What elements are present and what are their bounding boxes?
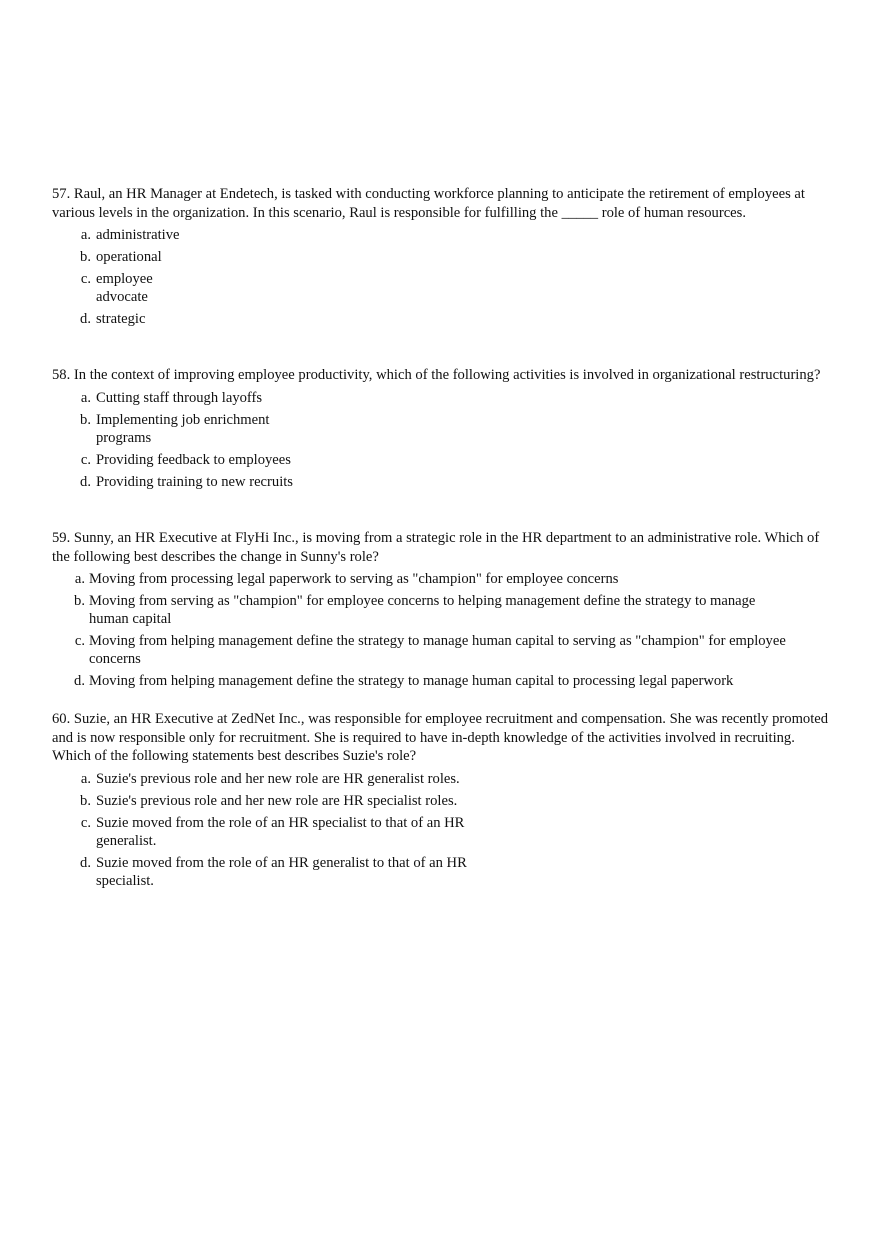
option-letter: c.: [74, 633, 85, 649]
option-b: [52, 248, 830, 266]
option-b: [52, 411, 830, 447]
option-list: [52, 770, 830, 890]
option-b: [52, 592, 830, 628]
question-stem: 58. In the context of improving employee productivity, which of the following activities is involved in organizational restructuring?: [52, 367, 821, 383]
option-letter: a.: [80, 389, 91, 406]
option-text: Providing feedback to employees: [96, 451, 291, 468]
option-letter: b.: [80, 792, 91, 809]
option-text: Moving from serving as "champion" for employee concerns to helping management define the strategy to manage human capital: [89, 593, 756, 627]
option-list: [52, 226, 830, 328]
option-c: [52, 814, 830, 850]
option-text: Suzie moved from the role of an HR generalist to that of an HR specialist.: [96, 854, 467, 889]
question-59: [52, 529, 830, 690]
option-list: [52, 389, 830, 491]
option-text: operational: [96, 249, 162, 265]
option-letter: b.: [74, 593, 85, 609]
option-a: [52, 226, 830, 244]
option-c: [52, 632, 830, 668]
option-a: [52, 770, 830, 788]
option-a: [52, 389, 830, 407]
option-letter: c.: [80, 271, 91, 287]
option-c: [52, 270, 830, 306]
option-letter: d.: [80, 473, 91, 490]
question-stem: 59. Sunny, an HR Executive at FlyHi Inc., is moving from a strategic role in the HR department to an administrative role. Which of the following best describes the change in Sunny's role?: [52, 530, 820, 565]
option-text: Implementing job enrichment programs: [96, 411, 270, 446]
option-b: [52, 792, 830, 810]
option-letter: b.: [80, 249, 91, 265]
option-letter: c.: [80, 814, 91, 831]
option-text: Providing training to new recruits: [96, 473, 293, 490]
option-letter: a.: [74, 571, 85, 587]
question-58: [52, 366, 830, 491]
option-text: Suzie's previous role and her new role are HR generalist roles.: [96, 770, 460, 787]
option-text: employee advocate: [96, 271, 153, 305]
option-text: Moving from helping management define the strategy to manage human capital to processing legal paperwork: [89, 673, 734, 689]
option-text: Moving from processing legal paperwork to serving as "champion" for employee concerns: [89, 571, 619, 587]
option-d: [52, 854, 830, 890]
question-stem: 60. Suzie, an HR Executive at ZedNet Inc., was responsible for employee recruitment and compensation. She was recently promoted and is now responsible only for recruitment. She is required to have in-depth knowledge of the activities involved in recruiting. Which of the following statements best describes Suzie's role?: [52, 711, 829, 764]
question-stem: 57. Raul, an HR Manager at Endetech, is tasked with conducting workforce planning to anticipate the retirement of employees at various levels in the organization. In this scenario, Raul is responsible for fulfilling the _____ role of human resources.: [52, 186, 805, 221]
question-57: [52, 185, 830, 328]
option-letter: d.: [80, 311, 91, 327]
option-d: [52, 310, 830, 328]
option-letter: a.: [80, 770, 91, 787]
option-list: [52, 570, 830, 690]
option-letter: b.: [80, 411, 91, 428]
option-letter: c.: [80, 451, 91, 468]
option-d: [52, 473, 830, 491]
option-text: Moving from helping management define the strategy to manage human capital to serving as "champion" for employee concerns: [89, 633, 786, 667]
option-text: Suzie's previous role and her new role are HR specialist roles.: [96, 792, 458, 809]
option-d: [52, 672, 830, 690]
option-c: [52, 451, 830, 469]
option-letter: d.: [74, 673, 85, 689]
option-letter: a.: [80, 227, 91, 243]
option-text: Suzie moved from the role of an HR specialist to that of an HR generalist.: [96, 814, 465, 849]
option-text: Cutting staff through layoffs: [96, 389, 263, 406]
option-text: administrative: [96, 227, 180, 243]
question-60: [52, 710, 830, 890]
option-letter: d.: [80, 854, 91, 871]
option-text: strategic: [96, 311, 146, 327]
option-a: [52, 570, 830, 588]
